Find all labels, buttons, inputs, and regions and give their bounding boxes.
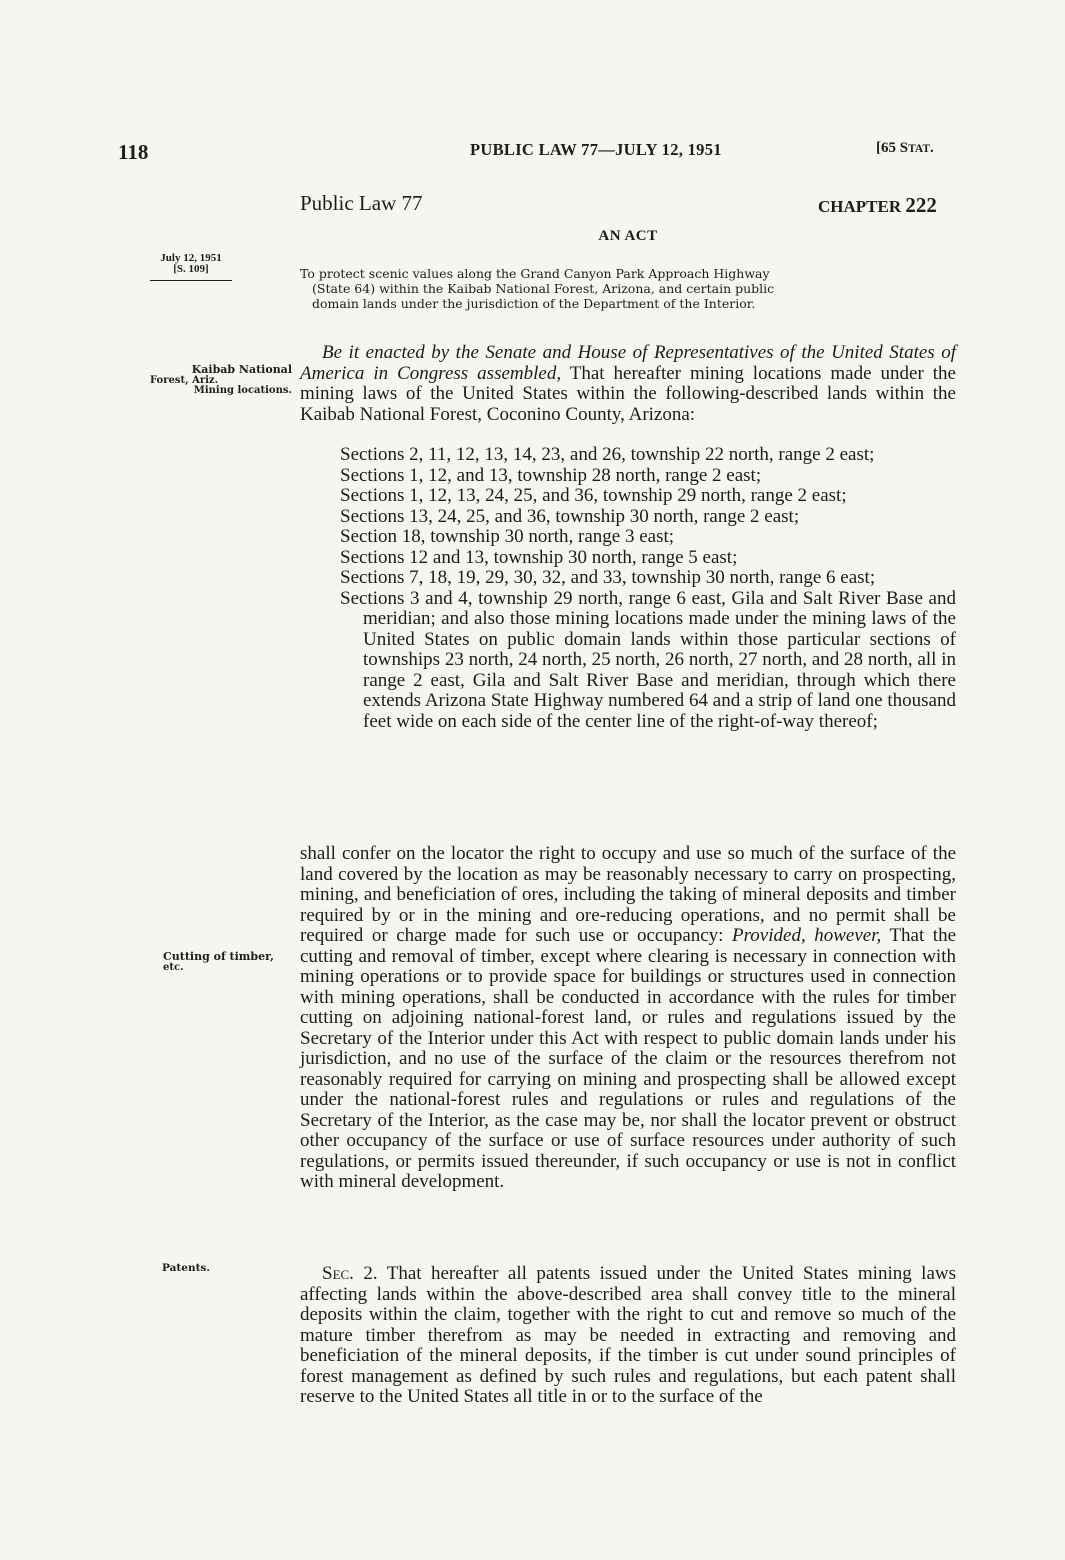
chapter-label: CHAPTER bbox=[818, 197, 902, 216]
confer-text: shall confer on the locator the right to occupy and use so much of the surface of the land covered by the location as may be reasonably necessary to carry on prospecting, mining, and beneficiation of ores, including the taking of mineral deposits and timber required by or in the mining and ore-reducing operations, and no permit shall be required or charge made for such use or occupancy: bbox=[300, 843, 956, 946]
section-1-intro bbox=[300, 343, 956, 425]
proviso-text: That the cutting and removal of timber, except where clearing is necessary in connection with mining operations or to provide space for buildings or structures used in connection with mining operations, shall be conducted in accordance with the rules for timber cutting on adjoining national-forest land, or rules and regulations issued by the Secretary of the Interior under this Act with respect to public domain lands under his jurisdiction, and no use of the surface of the claim or the resources therefrom not reasonably required for carrying on mining and prospecting shall be allowed except under the national-forest rules and regulations or rules and regulations of the Secretary of the Interior, as the case may be, nor shall the locator prevent or obstruct other occupancy of the surface or use of surface resources under authority of such regulations, or permits issued thereunder, if such occupancy or use is not in conflict with mineral development. bbox=[300, 925, 957, 1192]
land-section-item: Sections 13, 24, 25, and 36, township 30 north, range 2 east; bbox=[340, 505, 800, 527]
land-section-item: Sections 1, 12, and 13, township 28 north, range 2 east; bbox=[340, 464, 762, 486]
purpose-line: domain lands under the jurisdiction of the Department of the Interior. bbox=[312, 296, 756, 311]
section-1-text: That hereafter mining locations made under the mining laws of the United States within the following-described lands within the Kaibab National Forest, Coconino County, Arizona: bbox=[300, 362, 956, 425]
margin-date: July 12, 1951 bbox=[160, 252, 222, 264]
enacting-clause: Be it enacted by the Senate and House of Representatives of the United States of America in Congress assembled, bbox=[300, 342, 956, 384]
act-purpose bbox=[300, 266, 956, 311]
margin-date-note bbox=[150, 253, 232, 281]
margin-note-line: Forest, Ariz. bbox=[150, 374, 219, 386]
page-number: 118 bbox=[118, 140, 149, 164]
section-2-text: That hereafter all patents issued under the United States mining laws affecting lands within the above-described area shall convey title to the mineral deposits within the claim, together with the right to cut and remove so much of the mature timber therefrom as may be needed in extracting and removing and beneficiation of the mineral deposits, if the timber is cut under sound principles of forest management as defined by such rules and regulations, but each patent shall reserve to the United States all title in or to the surface of the bbox=[300, 1263, 956, 1407]
purpose-line: To protect scenic values along the Grand Canyon Park Approach Highway bbox=[300, 266, 770, 281]
margin-note-timber bbox=[163, 952, 274, 973]
proviso: Provided, however, bbox=[732, 925, 882, 946]
land-section-item: Sections 3 and 4, township 29 north, range 6 east, Gila and Salt River Base and meridian; and also those mining locations made under the mining laws of the United States on public domain lands within those particular sections of townships 23 north, 24 north, 25 north, 26 north, 27 north, and 28 north, all in range 2 east, Gila and Salt River Base and meridian, through which there extends Arizona State Highway numbered 64 and a strip of land one thousand feet wide on each side of the center line of the right-of-way thereof; bbox=[340, 587, 956, 732]
margin-note-kaibab bbox=[136, 365, 292, 397]
land-section-item: Sections 2, 11, 12, 13, 14, 23, and 26, township 22 north, range 2 east; bbox=[340, 444, 875, 465]
stat-ref-suffix: . bbox=[930, 140, 934, 156]
purpose-line: (State 64) within the Kaibab National Forest, Arizona, and certain public bbox=[312, 281, 775, 296]
margin-note-line: etc. bbox=[163, 961, 184, 973]
margin-note-line: Cutting of timber, bbox=[163, 950, 274, 963]
chapter-number: 222 bbox=[905, 193, 937, 217]
section-1-continuation bbox=[300, 844, 956, 1193]
running-head: PUBLIC LAW 77—JULY 12, 1951 bbox=[470, 140, 722, 159]
margin-note-line: Kaibab National bbox=[191, 363, 292, 376]
public-law-title: Public Law 77 bbox=[300, 191, 423, 215]
margin-note-patents: Patents. bbox=[162, 1262, 210, 1274]
statute-reference bbox=[876, 140, 934, 157]
land-sections-list bbox=[340, 445, 956, 732]
land-section-item: Section 18, township 30 north, range 3 east; bbox=[340, 526, 675, 547]
land-section-item: Sections 7, 18, 19, 29, 30, 32, and 33, township 30 north, range 6 east; bbox=[340, 567, 876, 588]
land-section-item: Sections 12 and 13, township 30 north, range 5 east; bbox=[340, 546, 738, 568]
section-2-label: Sec. 2. bbox=[322, 1263, 378, 1284]
margin-note-line: Mining locations. bbox=[193, 385, 292, 396]
margin-bill-number: [S. 109] bbox=[173, 263, 209, 275]
chapter-heading bbox=[818, 193, 937, 218]
stat-ref-smallcaps: TAT bbox=[908, 143, 931, 155]
land-section-item: Sections 1, 12, 13, 24, 25, and 36, township 29 north, range 2 east; bbox=[340, 485, 847, 506]
stat-ref-prefix: [65 S bbox=[876, 140, 909, 156]
act-label: AN ACT bbox=[598, 228, 658, 244]
section-2 bbox=[300, 1264, 956, 1408]
